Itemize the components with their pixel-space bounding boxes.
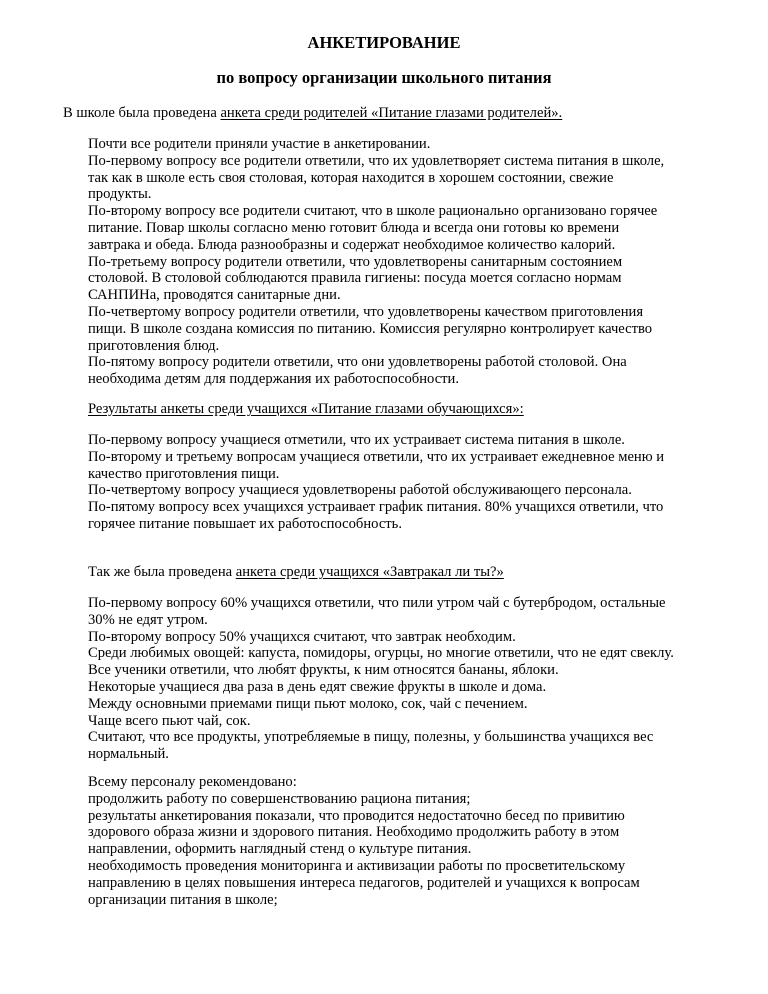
breakfast-intro-line: Так же была проведена анкета среди учащихся «Завтракал ли ты?»: [88, 564, 504, 580]
students-text-line: По-второму и третьему вопросам учащиеся ответили, что их устраивает ежедневное меню и: [88, 448, 665, 465]
parents-text-line: так как в школе есть своя столовая, которая находится в хорошем состоянии, свежие: [88, 169, 614, 186]
parents-text-line: приготовления блюд.: [88, 337, 220, 354]
recommendation-text-line: необходимость проведения мониторинга и активизации работы по просветительскому: [88, 858, 626, 874]
parents-text-line: необходима детям для поддержания их работоспособности.: [88, 371, 460, 388]
recommendation-text-line: результаты анкетирования показали, что проводится недостаточно бесед по привитию: [88, 807, 625, 824]
parents-text-line: пищи. В школе создана комиссия по питанию. Комиссия регулярно контролирует качество: [88, 320, 653, 337]
breakfast-text-line: По-второму вопросу 50% учащихся считают, что завтрак необходим.: [88, 628, 516, 645]
breakfast-text-line: Некоторые учащиеся два раза в день едят свежие фрукты в школе и дома.: [88, 679, 547, 695]
students-heading: Результаты анкеты среди учащихся «Питание глазами обучающихся»:: [88, 401, 524, 417]
breakfast-survey-title: анкета среди учащихся «Завтракал ли ты?»: [235, 564, 504, 580]
parents-text-line: По-четвертому вопросу родители ответили, что удовлетворены качеством приготовления: [88, 304, 644, 320]
page-subtitle: по вопросу организации школьного питания: [216, 68, 552, 87]
breakfast-text-line: Считают, что все продукты, употребляемые в пищу, полезны, у большинства учащихся вес: [88, 729, 654, 746]
parents-text-line: САНПИНа, проводятся санитарные дни.: [88, 287, 341, 304]
parents-text-line: питание. Повар школы согласно меню готовит блюда и всегда они готовы ко времени: [88, 220, 620, 236]
students-text-line: По-первому вопросу учащиеся отметили, что их устраивает система питания в школе.: [88, 432, 625, 448]
breakfast-text-line: Между основными приемами пищи пьют молоко, сок, чай с печением.: [88, 695, 528, 712]
parents-text-line: По-пятому вопросу родители ответили, что они удовлетворены работой столовой. Она: [88, 354, 627, 371]
parents-text-line: По-третьему вопросу родители ответили, что удовлетворены санитарным состоянием: [88, 253, 623, 270]
breakfast-text-line: Чаще всего пьют чай, сок.: [88, 712, 251, 729]
students-text-line: горячее питание повышает их работоспособность.: [88, 516, 402, 532]
breakfast-text-line: По-первому вопросу 60% учащихся ответили, что пили утром чай с бутербродом, остальные: [88, 595, 666, 611]
recommendation-text-line: организации питания в школе;: [88, 891, 278, 908]
students-text-line: По-четвертому вопросу учащиеся удовлетворены работой обслуживающего персонала.: [88, 482, 632, 499]
recommendation-text-line: Всему персоналу рекомендовано:: [88, 774, 297, 790]
students-text-line: качество приготовления пищи.: [88, 465, 280, 482]
breakfast-text-line: Все ученики ответили, что любят фрукты, к ним относятся бананы, яблоки.: [88, 662, 559, 679]
breakfast-text-line: нормальный.: [88, 746, 169, 763]
parents-text-line: завтрака и обеда. Блюда разнообразны и содержат необходимое количество калорий.: [88, 236, 616, 253]
students-text-line: По-пятому вопросу всех учащихся устраивает график питания. 80% учащихся ответили, что: [88, 499, 664, 516]
recommendation-text-line: продолжить работу по совершенствованию рациона питания;: [88, 790, 471, 807]
parents-text-line: продукты.: [88, 186, 152, 203]
parents-text-line: Почти все родители приняли участие в анкетировании.: [88, 136, 431, 152]
recommendation-text-line: направлению в целях повышения интереса педагогов, родителей и учащихся к вопросам: [88, 874, 640, 891]
parents-text-line: По-первому вопросу все родители ответили, что их удовлетворяет система питания в школе,: [88, 152, 665, 169]
page-title: АНКЕТИРОВАНИЕ: [307, 33, 461, 52]
parents-text-line: столовой. В столовой соблюдаются правила гигиены: посуда моется согласно нормам: [88, 270, 622, 287]
breakfast-text-line: 30% не едят утром.: [88, 611, 208, 628]
intro-line: В школе была проведена анкета среди родителей «Питание глазами родителей».: [63, 105, 563, 121]
parents-text-line: По-второму вопросу все родители считают, что в школе рационально организовано горячее: [88, 203, 658, 220]
breakfast-text-line: Среди любимых овощей: капуста, помидоры, огурцы, но многие ответили, что не едят свеклу.: [88, 645, 674, 662]
recommendation-text-line: здорового образа жизни и здорового питания. Необходимо продолжить работу в этом: [88, 824, 620, 841]
parents-survey-title: анкета среди родителей «Питание глазами родителей».: [220, 105, 563, 121]
recommendation-text-line: направлении, оформить наглядный стенд о культуре питания.: [88, 841, 472, 858]
